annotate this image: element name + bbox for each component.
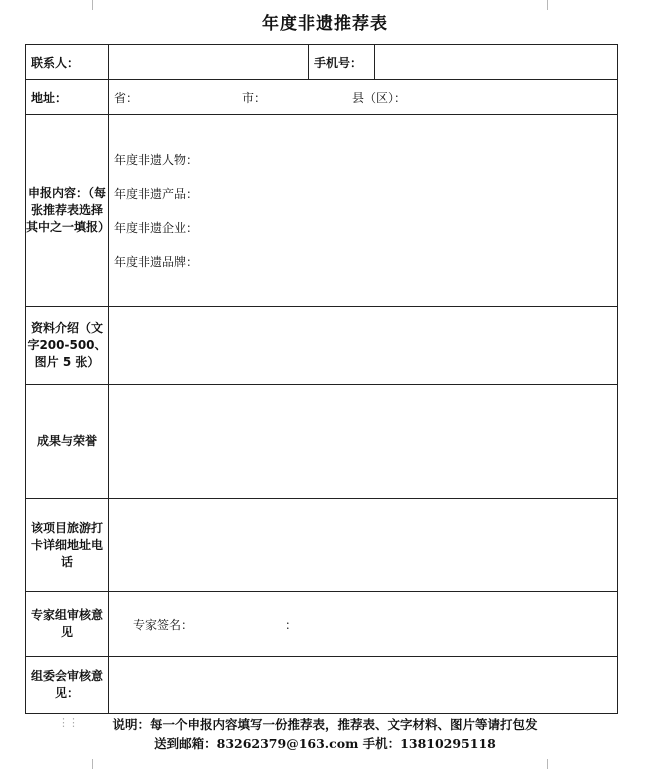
address-row (26, 80, 618, 115)
material-label: 资料介绍（文字200-500、图片 5 张） (26, 307, 109, 385)
expert-sign-label: 专家签名： (133, 617, 194, 632)
honor-field[interactable] (109, 385, 618, 499)
visit-row (26, 499, 618, 592)
instruction-note-line1: 说明：每一个申报内容填写一份推荐表，推荐表、文字材料、图片等请打包发 (112, 717, 538, 732)
address-field[interactable] (109, 80, 618, 115)
county-label: 县（区）： (352, 90, 407, 105)
committee-field[interactable] (109, 657, 618, 714)
recommendation-form-table (25, 44, 618, 714)
document-title: 年度非遗推荐表 (262, 14, 388, 34)
committee-label: 组委会审核意见： (26, 657, 109, 714)
visit-field[interactable] (109, 499, 618, 592)
address-label: 地址： (26, 80, 109, 115)
apply-option-person: 年度非遗人物： (114, 152, 199, 167)
contact-field[interactable] (109, 45, 309, 80)
page-corner-mark (74, 759, 93, 769)
apply-option-product: 年度非遗产品： (114, 186, 199, 201)
expert-row (26, 592, 618, 657)
apply-options-field[interactable] (109, 115, 618, 307)
honor-row (26, 385, 618, 499)
instruction-note-line2: 送到邮箱：83262379@163.com 手机：13810295118 (154, 736, 496, 751)
drag-handle-icon[interactable]: ⋮⋮ (58, 716, 78, 729)
city-label: 市： (242, 90, 267, 105)
province-label: 省： (114, 90, 139, 105)
apply-option-brand: 年度非遗品牌： (114, 254, 199, 269)
phone-field[interactable] (375, 45, 618, 80)
material-row (26, 307, 618, 385)
material-field[interactable] (109, 307, 618, 385)
phone-label: 手机号： (309, 45, 375, 80)
contact-row (26, 45, 618, 80)
expert-label: 专家组审核意见 (26, 592, 109, 657)
honor-label: 成果与荣誉 (26, 385, 109, 499)
apply-label: 申报内容：（每张推荐表选择其中之一填报） (26, 115, 109, 307)
expert-field[interactable] (109, 592, 618, 657)
apply-row (26, 115, 618, 307)
apply-option-enterprise: 年度非遗企业： (114, 220, 199, 235)
page-corner-mark (547, 759, 566, 769)
committee-row (26, 657, 618, 714)
contact-label: 联系人： (26, 45, 109, 80)
expert-date-colon: ： (285, 617, 298, 632)
visit-label: 该项目旅游打卡详细地址电话 (26, 499, 109, 592)
